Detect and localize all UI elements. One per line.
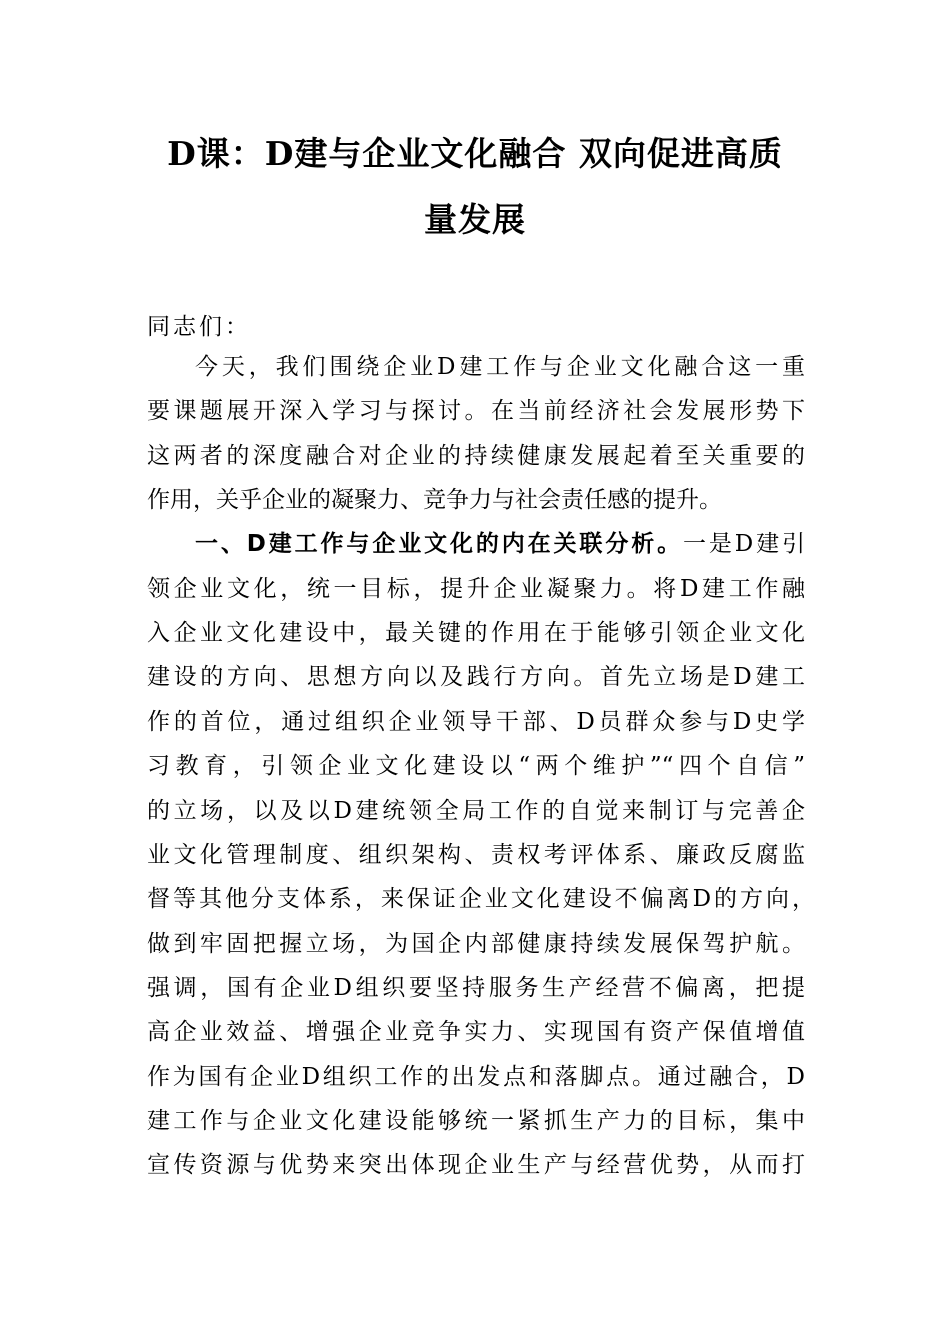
document-title-line-1: D课：D建与企业文化融合 双向促进高质 [167, 134, 783, 173]
paragraph-line: 领企业文化，统一目标，提升企业凝聚力。将D建工作融 [147, 576, 805, 602]
paragraph-line: 作用，关乎企业的凝聚力、竞争力与社会责任感的提升。 [147, 487, 722, 513]
paragraph-line: 作的首位，通过组织企业领导干部、D员群众参与D史学 [147, 709, 805, 735]
paragraph-line: 宣传资源与优势来突出体现企业生产与经营优势，从而打 [147, 1152, 805, 1178]
paragraph-line: 习教育，引领企业文化建设以“两个维护”“四个自信” [147, 753, 805, 779]
paragraph-line: 强调，国有企业D组织要坚持服务生产经营不偏离，把提 [147, 975, 805, 1001]
document-title-line-2: 量发展 [424, 200, 526, 239]
paragraph-line: 的立场，以及以D建统领全局工作的自觉来制订与完善企 [147, 798, 805, 824]
paragraph-line: 督等其他分支体系，来保证企业文化建设不偏离D的方向， [147, 886, 815, 912]
paragraph-text: 一是D建引 [683, 531, 805, 557]
paragraph-line: 高企业效益、增强企业竞争实力、实现国有资产保值增值 [147, 1019, 805, 1045]
paragraph-line: 入企业文化建设中，最关键的作用在于能够引领企业文化 [147, 620, 805, 646]
paragraph-line: 业文化管理制度、组织架构、责权考评体系、廉政反腐监 [147, 842, 805, 868]
paragraph-line: 建设的方向、思想方向以及践行方向。首先立场是D建工 [147, 664, 805, 690]
paragraph-line: 要课题展开深入学习与探讨。在当前经济社会发展形势下 [147, 398, 805, 424]
paragraph-line: 作为国有企业D组织工作的出发点和落脚点。通过融合，D [147, 1064, 805, 1090]
paragraph-line: 做到牢固把握立场，为国企内部健康持续发展保驾护航。 [147, 931, 805, 957]
paragraph-line: 建工作与企业文化建设能够统一紧抓生产力的目标，集中 [147, 1108, 805, 1134]
section-line [147, 528, 805, 560]
section-heading: 一、D建工作与企业文化的内在关联分析。 [195, 531, 683, 557]
greeting: 同志们： [147, 314, 251, 340]
paragraph-line: 这两者的深度融合对企业的持续健康发展起着至关重要的 [147, 443, 805, 469]
paragraph-line: 今天，我们围绕企业D建工作与企业文化融合这一重 [195, 354, 805, 380]
